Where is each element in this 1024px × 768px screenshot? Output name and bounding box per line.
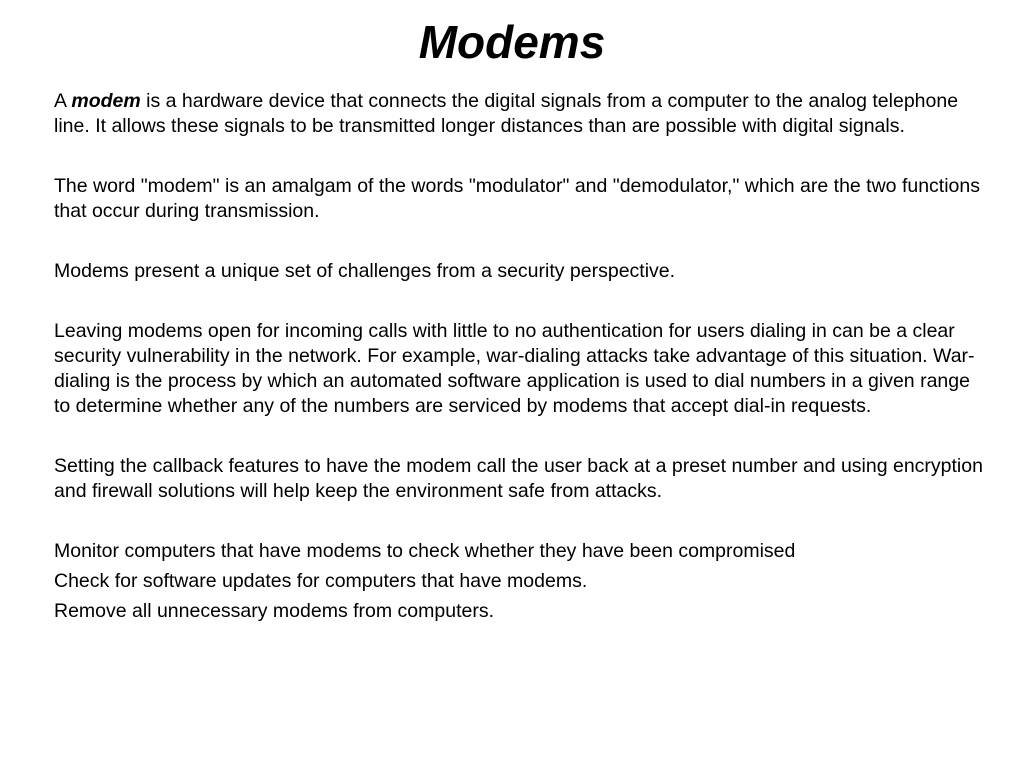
intro-paragraph [54,89,984,139]
paragraph-security-challenges: Modems present a unique set of challenges from a security perspective. [54,260,676,282]
intro-suffix: is a hardware device that connects the digital signals from a computer to the analog telephone line. It allows these signals to be transmitted longer distances than are possible with digital signals. [54,90,959,137]
slide-title: Modems [418,16,606,68]
slide-body [54,89,984,624]
intro-prefix: A [54,90,72,112]
tip-remove: Remove all unnecessary modems from computers. [54,600,494,622]
paragraph-callback: Setting the callback features to have the modem call the user back at a preset number and using encryption and firewall solutions will help keep the environment safe from attacks. [54,455,983,502]
intro-term: modem [71,90,141,112]
paragraph-war-dialing: Leaving modems open for incoming calls with little to no authentication for users dialing in can be a clear security vulnerability in the network. For example, war-dialing attacks take advantage of this situation. War-dialing is the process by which an automated software application is used to dial numbers in a given range to determine whether any of the numbers are serviced by modems that accept dial-in requests. [54,320,975,417]
tip-monitor: Monitor computers that have modems to check whether they have been compromised [54,540,796,562]
paragraph-etymology: The word "modem" is an amalgam of the words "modulator" and "demodulator," which are the two functions that occur during transmission. [54,175,980,222]
tip-updates: Check for software updates for computers that have modems. [54,570,588,592]
